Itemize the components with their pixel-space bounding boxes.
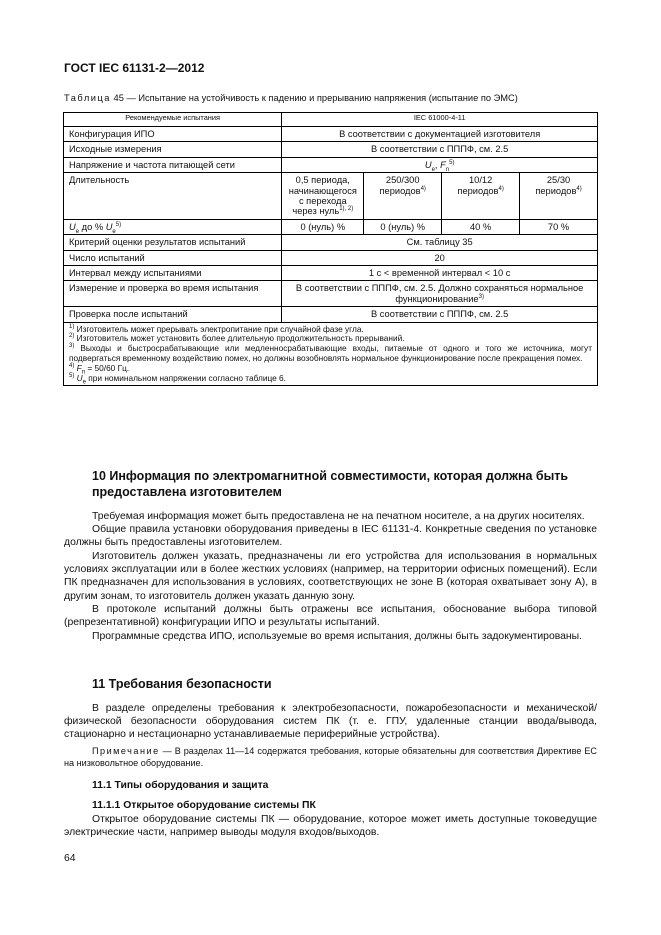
table-notes-row <box>64 322 598 386</box>
subsection-title: 11.1.1 Открытое оборудование системы ПК <box>92 800 316 811</box>
ue-cell: 0 (нуль) % <box>282 219 364 234</box>
note-label: Примечание <box>92 746 160 756</box>
section-10-title: 10 Информация по электромагнитной совместимости, которая должна быть предоставлена изготовителем <box>92 469 569 499</box>
ue-cell: 70 % <box>520 219 598 234</box>
table-row <box>64 219 598 234</box>
paragraph: В разделе определены требования к электробезопасности, пожаробезопасности и механической/физической безопасности оборудования систем ПК (т. е. ГПУ, удаленные станции ввода/вывода, стационарно и нестационарно устанавливаемые периферийные устройства). <box>64 703 597 741</box>
paragraph: Изготовитель должен указать, предназначены ли его устройства для использования в нормальных условиях эксплуатации или в более жестких условиях (например, на территории офисных помещений). Если ПК предназначен для использования в условиях, соответствующих не зоне B (которая охватывает зону A), в другим зонам, то изготовитель должен указать данную зону. <box>64 551 597 602</box>
duration-cell: 25/30 периодов$^{4)}$ <box>520 173 598 220</box>
footnote: $^{2)}$ Изготовитель может установить более длительную продолжительность прерываний. <box>69 333 405 344</box>
subsection-title: 11.1 Типы оборудования и защита <box>92 780 269 791</box>
table-footnotes <box>64 322 598 386</box>
ue-cell: 40 % <box>442 219 520 234</box>
row-label: Исходные измерения <box>64 142 282 157</box>
note-text: — В разделах 11—14 содержатся требования, которые обязательны для соответствия Директиве ЕС на низковольтное оборудование. <box>64 746 597 768</box>
row-value: См. таблицу 35 <box>282 235 598 250</box>
paragraph: Программные средства ИПО, используемые во время испытания, должны быть задокументированы. <box>92 631 583 642</box>
footnote: $^{3)}$ Выходы и быстросрабатывающие или медленносрабатывающие входы, питаемые от одного и того же источника, могут подвергаться временному воздействию помех, но должны возобновлять нормальное функционирование после прекращения помех. <box>69 343 592 364</box>
row-label: Критерий оценки результатов испытаний <box>64 235 282 250</box>
row-value-formula: $U_e$, $F_n^{5)}$ <box>282 157 598 172</box>
footnote: $^{4)}$ $F_n = 50/60$ Гц. <box>69 362 130 376</box>
row-value: 1 с < временной интервал < 10 с <box>282 266 598 281</box>
duration-cell: 10/12 периодов$^{4)}$ <box>442 173 520 220</box>
row-label: Число испытаний <box>64 250 282 265</box>
row-label: Проверка после испытаний <box>64 307 282 322</box>
table-row <box>64 266 598 281</box>
page-number: 64 <box>64 853 76 864</box>
row-label: Напряжение и частота питающей сети <box>64 157 282 172</box>
head-cell: IEC 61000-4-11 <box>282 113 598 127</box>
row-label: Длительность <box>64 173 282 220</box>
table-row <box>64 157 598 172</box>
table-row <box>64 307 598 322</box>
row-label: Интервал между испытаниями <box>64 266 282 281</box>
emc-test-table <box>63 112 598 386</box>
note-paragraph <box>64 746 597 769</box>
caption-label: Таблица <box>64 93 111 103</box>
table-caption <box>64 93 518 103</box>
table-row <box>64 281 598 307</box>
duration-cell: 250/300 периодов$^{4)}$ <box>364 173 442 220</box>
table-head-row <box>64 113 598 127</box>
paragraph: Общие правила установки оборудования приведены в IEC 61131-4. Конкретные сведения по установке должны быть предоставлены изготовителем. <box>64 524 597 549</box>
table-row <box>64 142 598 157</box>
row-label: Конфигурация ИПО <box>64 127 282 142</box>
table-row <box>64 235 598 250</box>
table-row <box>64 173 598 220</box>
table-row <box>64 127 598 142</box>
document-header: ГОСТ IEC 61131-2—2012 <box>64 61 205 75</box>
table-row <box>64 250 598 265</box>
row-value: В соответствии с ПППФ, см. 2.5. Должно сохраняться нормальное функционирование$^{3)}$ <box>282 281 598 307</box>
row-label-formula: $U_e$ до % $U_e^{5)}$ <box>64 219 282 234</box>
row-label: Измерение и проверка во время испытания <box>64 281 282 307</box>
paragraph: Открытое оборудование системы ПК — оборудование, которое может иметь доступные токоведущие электрические части, например выводы модуля входов/выходов. <box>64 814 597 839</box>
duration-cell: 0,5 периода, начинающегося с перехода через нуль$^{1), 2)}$ <box>282 173 364 220</box>
footnote: $^{5)}$ $U_e$ при номинальном напряжении согласно таблице 6. <box>69 372 286 386</box>
head-cell: Рекомендуемые испытания <box>64 113 282 127</box>
paragraph: В протоколе испытаний должны быть отражены все испытания, обоснование выбора типовой (репрезентативной) конфигурации ИПО и результаты испытаний. <box>64 604 597 629</box>
row-value: 20 <box>282 250 598 265</box>
footnote: $^{1)}$ Изготовитель может прерывать электропитание при случайной фазе угла. <box>69 323 364 334</box>
row-value: В соответствии с ПППФ, см. 2.5 <box>282 307 598 322</box>
row-value: В соответствии с документацией изготовителя <box>282 127 598 142</box>
row-value: В соответствии с ПППФ, см. 2.5 <box>282 142 598 157</box>
paragraph: Требуемая информация может быть предоставлена не на печатном носителе, а на других носителях. <box>92 511 585 522</box>
ue-cell: 0 (нуль) % <box>364 219 442 234</box>
section-11-title: 11 Требования безопасности <box>92 677 272 691</box>
caption-text: 45 — Испытание на устойчивость к падению и прерыванию напряжения (испытание по ЭМС) <box>110 93 518 103</box>
